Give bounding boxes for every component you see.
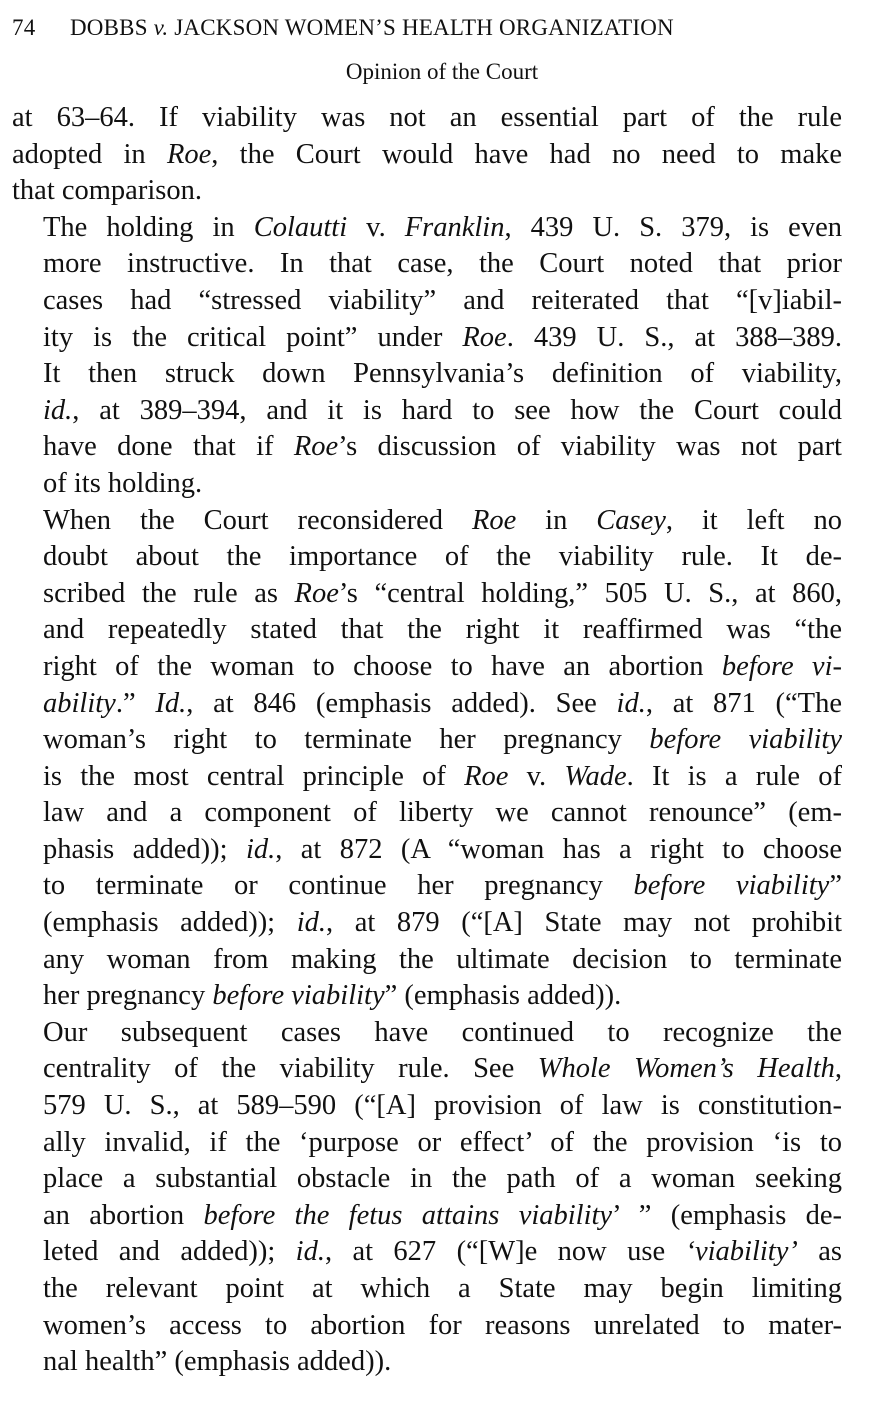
text-line bbox=[12, 1051, 842, 1088]
paragraph bbox=[12, 1015, 842, 1381]
text-segment: , bbox=[834, 1053, 842, 1085]
text-segment: ’s “central holding,” 505 U. S., at 860, bbox=[338, 577, 843, 609]
running-header bbox=[12, 8, 842, 48]
text-segment: Our subsequent cases have continued to recognize the bbox=[43, 1016, 842, 1048]
text-segment: , 439 U. S. 379, is even bbox=[504, 211, 842, 243]
text-line bbox=[12, 100, 842, 137]
text-line bbox=[12, 1344, 842, 1381]
text-segment: , at 871 (“The bbox=[645, 687, 842, 719]
italic-text: Colautti bbox=[253, 211, 348, 243]
text-line bbox=[12, 1308, 842, 1345]
italic-text: Casey bbox=[596, 504, 666, 536]
text-segment: (emphasis added)); bbox=[43, 907, 297, 939]
text-segment: as bbox=[797, 1236, 842, 1268]
text-line bbox=[12, 320, 842, 357]
text-segment: v. bbox=[347, 211, 405, 243]
italic-text: Roe bbox=[471, 504, 517, 536]
text-line bbox=[12, 429, 842, 466]
text-segment: .” bbox=[115, 687, 156, 719]
text-segment: ” bbox=[829, 870, 842, 902]
text-line bbox=[12, 137, 842, 174]
text-segment: v. bbox=[508, 760, 565, 792]
italic-text: before viability bbox=[649, 724, 842, 756]
page-number: 74 bbox=[12, 15, 36, 40]
text-line bbox=[12, 466, 842, 503]
text-line bbox=[12, 246, 842, 283]
italic-text: id. bbox=[245, 833, 276, 865]
text-segment: nal health” (emphasis added)). bbox=[43, 1346, 392, 1378]
text-segment: leted and added)); bbox=[43, 1236, 296, 1268]
case-title-prefix: DOBBS bbox=[70, 15, 154, 40]
text-line bbox=[12, 1015, 842, 1052]
text-segment: at 63–64. If viability was not an essential part of the rule bbox=[12, 102, 842, 133]
text-line bbox=[12, 795, 842, 832]
text-segment: ally invalid, if the ‘purpose or effect’ of the provision ‘is to bbox=[43, 1126, 842, 1158]
text-segment: her pregnancy bbox=[43, 980, 213, 1012]
text-segment: , at 627 (“[W]e now use bbox=[324, 1236, 686, 1268]
text-line bbox=[12, 356, 842, 393]
text-line bbox=[12, 1271, 842, 1308]
text-segment: place a substantial obstacle in the path of a woman seeking bbox=[43, 1163, 842, 1195]
paragraph bbox=[12, 210, 842, 503]
text-segment: , it left no bbox=[665, 504, 842, 536]
text-segment: the relevant point at which a State may begin limiting bbox=[43, 1273, 842, 1304]
italic-text: Wade bbox=[564, 760, 627, 792]
italic-text: Roe bbox=[294, 577, 339, 609]
text-segment: ’ ” (emphasis de- bbox=[612, 1199, 842, 1231]
text-line bbox=[12, 942, 842, 979]
opinion-body bbox=[12, 100, 842, 1381]
italic-text: id. bbox=[43, 394, 73, 426]
text-segment: When the Court reconsidered bbox=[43, 504, 472, 536]
italic-text: Roe bbox=[293, 431, 339, 463]
italic-text: Franklin bbox=[404, 211, 505, 243]
text-segment: , at 389–394, and it is hard to see how the Court could bbox=[72, 394, 842, 426]
text-line bbox=[12, 905, 842, 942]
text-line bbox=[12, 649, 842, 686]
text-segment: The holding in bbox=[43, 211, 254, 243]
text-line bbox=[12, 722, 842, 759]
case-title-versus: v. bbox=[153, 15, 169, 40]
text-segment: ” (emphasis added)). bbox=[384, 980, 622, 1012]
italic-text: Whole Women’s Health bbox=[537, 1053, 835, 1085]
text-segment: , at 872 (A “woman has a right to choose bbox=[275, 833, 842, 865]
text-segment: doubt about the importance of the viability rule. It de- bbox=[43, 541, 842, 573]
text-line bbox=[12, 539, 842, 576]
text-segment: . It is a rule of bbox=[626, 760, 842, 792]
text-line bbox=[12, 1161, 842, 1198]
text-line bbox=[12, 1088, 842, 1125]
text-segment: of its holding. bbox=[43, 467, 203, 499]
text-segment: cases had “stressed viability” and reiterated that “[v]iabil- bbox=[43, 284, 842, 316]
text-segment: and repeatedly stated that the right it reaffirmed was “the bbox=[43, 614, 842, 646]
text-line bbox=[12, 283, 842, 320]
text-segment: an abortion bbox=[43, 1199, 204, 1231]
text-segment: It then struck down Pennsylvania’s definition of viability, bbox=[43, 358, 842, 390]
text-segment: scribed the rule as bbox=[43, 577, 295, 609]
text-segment: centrality of the viability rule. See bbox=[43, 1053, 538, 1085]
text-line bbox=[12, 503, 842, 540]
text-line bbox=[12, 1125, 842, 1162]
text-line bbox=[12, 759, 842, 796]
text-line bbox=[12, 210, 842, 247]
italic-text: before the fetus attains viability bbox=[203, 1199, 613, 1231]
case-title bbox=[70, 8, 842, 48]
text-segment: ’s discussion of viability was not part bbox=[338, 431, 842, 463]
text-segment: , at 846 (emphasis added). See bbox=[186, 687, 617, 719]
italic-text: ‘viability’ bbox=[685, 1236, 798, 1268]
text-segment: law and a component of liberty we cannot renounce” (em- bbox=[43, 797, 842, 829]
text-line bbox=[12, 1198, 842, 1235]
text-line bbox=[12, 576, 842, 613]
text-line bbox=[12, 686, 842, 723]
text-segment: , the Court would have had no need to make bbox=[211, 138, 843, 170]
text-line bbox=[12, 978, 842, 1015]
text-line bbox=[12, 832, 842, 869]
text-segment: to terminate or continue her pregnancy bbox=[43, 870, 634, 902]
italic-text: id. bbox=[616, 687, 646, 719]
text-line bbox=[12, 393, 842, 430]
italic-text: Roe bbox=[464, 760, 509, 792]
text-segment: , at 879 (“[A] State may not prohibit bbox=[326, 907, 842, 939]
opinion-label: Opinion of the Court bbox=[345, 59, 539, 84]
text-segment: in bbox=[516, 504, 597, 536]
text-segment: ity is the critical point” under bbox=[43, 321, 463, 353]
text-segment: that comparison. bbox=[12, 175, 202, 207]
text-line bbox=[12, 1234, 842, 1271]
text-line bbox=[12, 868, 842, 905]
text-segment: . 439 U. S., at 388–389. bbox=[506, 321, 842, 353]
italic-text: Roe bbox=[166, 138, 212, 170]
text-segment: any woman from making the ultimate decision to terminate bbox=[43, 943, 842, 975]
text-segment: right of the woman to choose to have an abortion bbox=[43, 650, 722, 682]
text-line bbox=[12, 612, 842, 649]
paragraph bbox=[12, 503, 842, 1015]
text-segment: adopted in bbox=[12, 138, 167, 170]
text-segment: have done that if bbox=[43, 431, 294, 463]
italic-text: ability bbox=[43, 687, 116, 719]
italic-text: before viability bbox=[633, 870, 830, 902]
italic-text: id. bbox=[296, 907, 326, 939]
case-title-suffix: JACKSON WOMEN’S HEALTH ORGANIZATION bbox=[168, 15, 674, 40]
text-segment: more instructive. In that case, the Court noted that prior bbox=[43, 248, 842, 280]
text-segment: is the most central principle of bbox=[43, 760, 465, 792]
text-segment: woman’s right to terminate her pregnancy bbox=[43, 724, 650, 756]
paragraph bbox=[12, 100, 842, 210]
text-segment: phasis added)); bbox=[43, 833, 246, 865]
italic-text: Roe bbox=[462, 321, 507, 353]
italic-text: before viability bbox=[212, 980, 385, 1012]
italic-text: id. bbox=[295, 1236, 325, 1268]
text-segment: women’s access to abortion for reasons unrelated to mater- bbox=[43, 1309, 842, 1341]
text-line bbox=[12, 173, 842, 210]
text-segment: 579 U. S., at 589–590 (“[A] provision of law is constitution- bbox=[43, 1090, 842, 1122]
italic-text: before vi- bbox=[721, 650, 842, 682]
italic-text: Id. bbox=[155, 687, 187, 719]
